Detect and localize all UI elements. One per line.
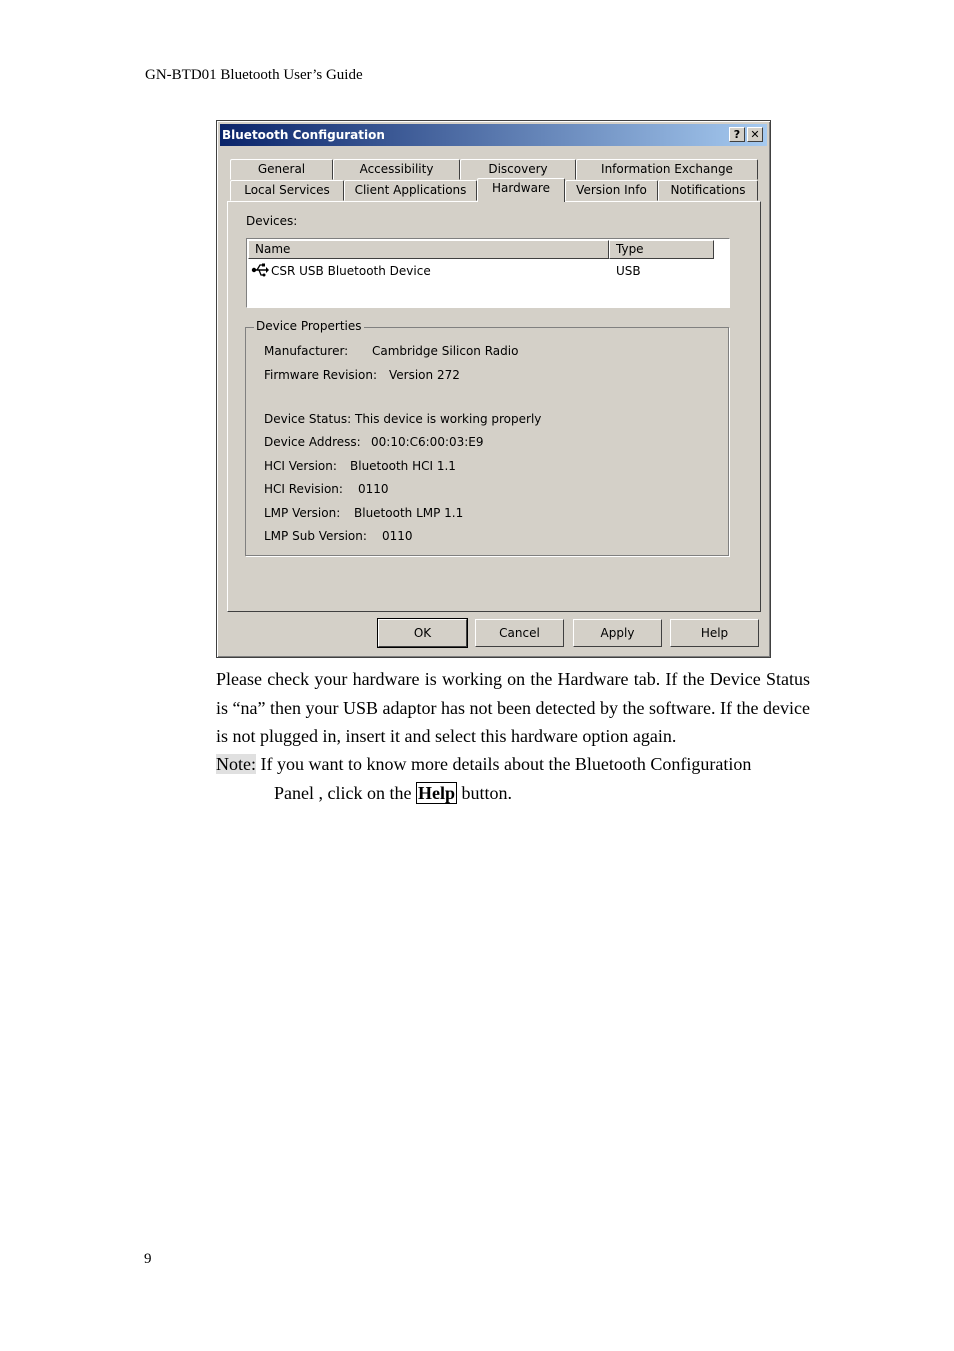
note-text: If you want to know more details about the Bluetooth Configuration: [256, 754, 752, 774]
instruction-paragraph: Please check your hardware is working on the Hardware tab. If the Device Status is “na” then your USB adaptor has not been detected by the software. If the device is not plugged in, insert it and select this hardware option again.: [216, 669, 810, 747]
note-paragraph: [216, 750, 810, 779]
title-bar[interactable]: [220, 124, 767, 146]
tab-version-info[interactable]: Version Info: [565, 180, 658, 201]
bluetooth-configuration-dialog: [216, 120, 771, 658]
hci-revision-label: HCI Revision:: [264, 482, 343, 496]
hardware-tab-panel: [227, 201, 761, 612]
device-list[interactable]: [246, 238, 730, 308]
device-type: USB: [616, 264, 641, 278]
help-button[interactable]: Help: [670, 619, 759, 647]
note-line2-before: Panel , click on the: [274, 783, 416, 803]
apply-button[interactable]: Apply: [573, 619, 662, 647]
close-icon[interactable]: ✕: [747, 127, 763, 142]
device-name: CSR USB Bluetooth Device: [271, 264, 431, 278]
ok-button[interactable]: OK: [378, 619, 467, 647]
page-number: 9: [144, 1251, 152, 1267]
status-value: This device is working properly: [355, 412, 542, 426]
hci-revision-value: 0110: [358, 482, 389, 496]
tab-client-applications[interactable]: Client Applications: [344, 180, 477, 201]
device-properties-group: [245, 319, 729, 556]
column-header-type[interactable]: Type: [609, 240, 714, 259]
manufacturer-label: Manufacturer:: [264, 344, 349, 358]
column-header-name[interactable]: Name: [248, 240, 609, 259]
dialog-title: Bluetooth Configuration: [222, 128, 385, 142]
table-row[interactable]: [247, 259, 729, 281]
tab-accessibility[interactable]: Accessibility: [333, 159, 460, 180]
devices-label: Devices:: [246, 214, 298, 228]
tab-notifications[interactable]: Notifications: [658, 180, 758, 201]
lmp-sub-version-value: 0110: [382, 529, 413, 543]
usb-icon: [251, 261, 269, 279]
note-label: Note:: [216, 754, 256, 774]
status-label: Device Status:: [264, 412, 352, 426]
hci-version-value: Bluetooth HCI 1.1: [350, 459, 456, 473]
firmware-value: Version 272: [389, 368, 460, 382]
manufacturer-value: Cambridge Silicon Radio: [372, 344, 519, 358]
help-reference: Help: [417, 783, 455, 803]
address-label: Device Address:: [264, 435, 361, 449]
firmware-label: Firmware Revision:: [264, 368, 378, 382]
address-value: 00:10:C6:00:03:E9: [371, 435, 484, 449]
lmp-version-value: Bluetooth LMP 1.1: [354, 506, 464, 520]
page-header: GN-BTD01 Bluetooth User’s Guide: [145, 67, 363, 83]
note-line-2: [274, 779, 512, 808]
lmp-version-label: LMP Version:: [264, 506, 341, 520]
hci-version-label: HCI Version:: [264, 459, 337, 473]
tab-information-exchange[interactable]: Information Exchange: [576, 159, 758, 180]
note-line2-after: button.: [456, 783, 512, 803]
lmp-sub-version-label: LMP Sub Version:: [264, 529, 367, 543]
help-icon[interactable]: ?: [729, 127, 745, 142]
tab-hardware[interactable]: Hardware: [477, 178, 565, 202]
device-properties-title: Device Properties: [256, 319, 362, 333]
tab-general[interactable]: General: [230, 159, 333, 180]
cancel-button[interactable]: Cancel: [475, 619, 564, 647]
tab-discovery[interactable]: Discovery: [460, 159, 576, 180]
tab-local-services[interactable]: Local Services: [230, 180, 344, 201]
